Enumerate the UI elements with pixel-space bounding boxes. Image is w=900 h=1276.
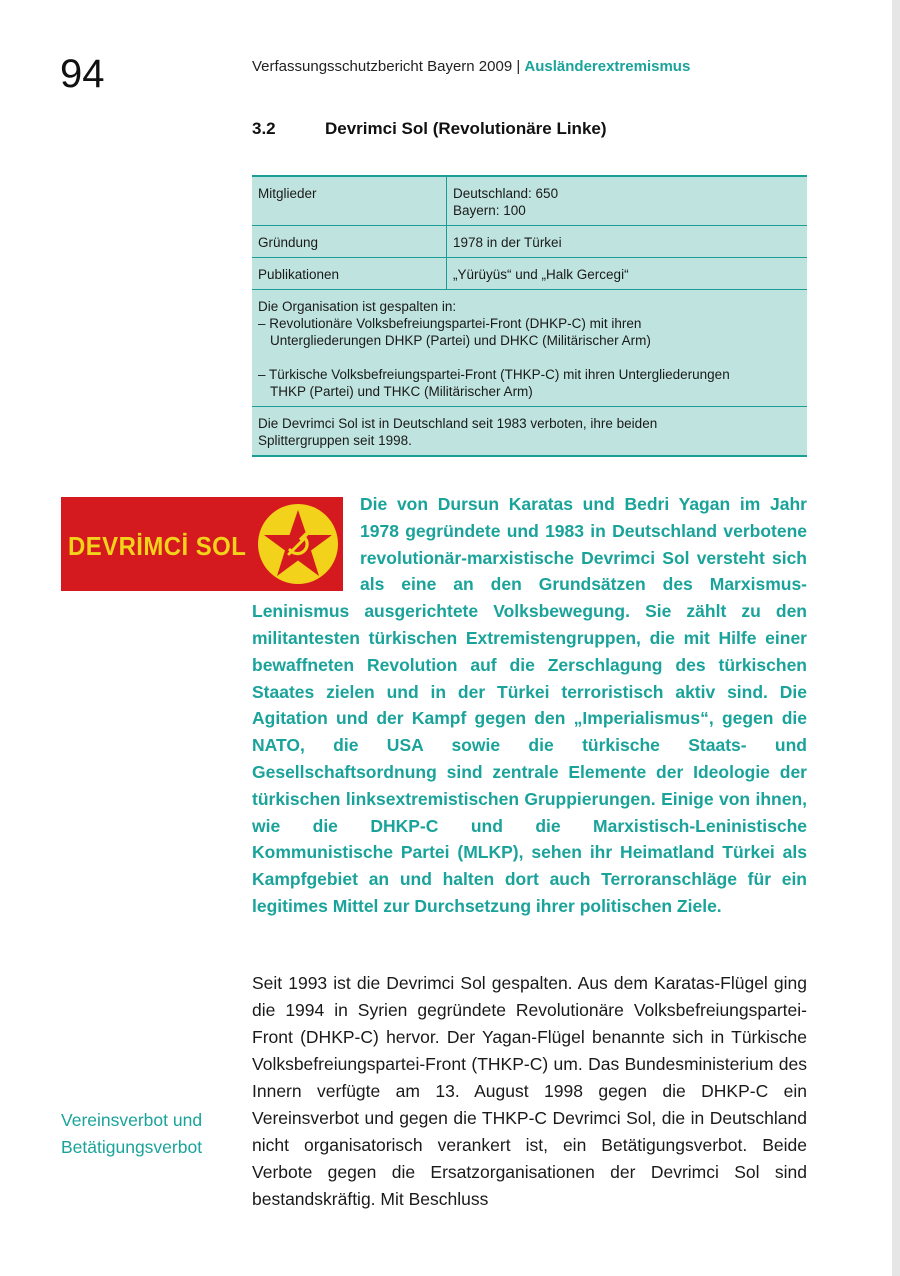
table-row-founding	[252, 226, 807, 258]
lead-paragraph	[252, 491, 807, 920]
split-item2-line1: – Türkische Volksbefreiungspartei-Front (THKP-C) mit ihren Untergliederungen	[258, 367, 730, 382]
body-paragraph: Seit 1993 ist die Devrimci Sol gespalten. Aus dem Karatas-Flügel ging die 1994 in Syrien gegründete Revolutionäre Volksbefreiungspartei-Front (DHKP-C) hervor. Der Yagan-Flügel benannte sich in Türkische Volksbefreiungspartei-Front (THKP-C) um. Das Bundesministerium des Innern verfügte am 13. August 1998 gegen die DHKP-C ein Vereinsverbot und gegen die THKP-C Devrimci Sol, die in Deutschland nicht organisatorisch verankert ist, ein Betätigungsverbot. Beide Verbote gegen die Ersatzorganisationen der Devrimci Sol sind bestandskräftig. Mit Beschluss	[252, 973, 807, 1209]
members-bavaria: Bayern: 100	[453, 203, 526, 218]
margin-note-line1: Vereinsverbot und	[61, 1110, 203, 1130]
publications-label: Publikationen	[252, 258, 447, 290]
section-name: Ausländerextremismus	[524, 58, 691, 75]
margin-note	[61, 1107, 246, 1161]
table-row-members	[252, 176, 807, 226]
organization-info-table	[252, 175, 807, 457]
section-heading	[252, 118, 607, 140]
header-separator: |	[512, 58, 525, 75]
table-row-split	[252, 290, 807, 407]
margin-note-line2: Betätigungsverbot	[61, 1137, 203, 1157]
members-label: Mitglieder	[252, 176, 447, 226]
split-item1-line1: – Revolutionäre Volksbefreiungspartei-Front (DHKP-C) mit ihren	[258, 316, 642, 331]
ban-line1: Die Devrimci Sol ist in Deutschland seit 1983 verboten, ihre beiden	[258, 416, 658, 431]
section-title: Devrimci Sol (Revolutionäre Linke)	[325, 119, 607, 138]
split-spacer	[258, 349, 801, 366]
members-value	[447, 176, 808, 226]
table-row-publications	[252, 258, 807, 290]
running-header	[252, 57, 690, 77]
table-row-ban	[252, 407, 807, 457]
ban-line2: Splittergruppen seit 1998.	[258, 433, 412, 448]
split-intro: Die Organisation ist gespalten in:	[258, 299, 457, 314]
split-item2-line2: THKP (Partei) und THKC (Militärischer Arm)	[270, 384, 533, 399]
members-germany: Deutschland: 650	[453, 186, 559, 201]
founding-value: 1978 in der Türkei	[447, 226, 808, 258]
ban-cell	[252, 407, 807, 457]
report-title: Verfassungsschutzbericht Bayern 2009	[252, 58, 513, 75]
logo-wrap-space	[252, 491, 360, 598]
page-edge-bar	[892, 0, 900, 1276]
split-item1-line2: Untergliederungen DHKP (Partei) und DHKC (Militärischer Arm)	[270, 333, 651, 348]
lead-paragraph-text: Die von Dursun Karatas und Bedri Yagan im Jahr 1978 gegründete und 1983 in Deutschland verbotene revolutionär-marxistische Devrimci Sol versteht sich als eine an den Grundsätzen des Marxismus-Leninismus ausgerichtete Volksbewegung. Sie zählt zu den militantesten türkischen Extremistengruppen, die mit Hilfe einer bewaffneten Revolution auf die Zerschlagung des türkischen Staates zielen und in der Türkei terroristisch aktiv sind. Die Agitation und der Kampf gegen den „Imperialismus“, gegen die NATO, die USA sowie die türkische Staats- und Gesellschaftsordnung sind zentrale Elemente der Ideologie der türkischen linksextremistischen Gruppierungen. Einige von ihnen, wie die DHKP-C und die Marxistisch-Leninistische Kommunistische Partei (MLKP), sehen ihr Heimatland Türkei als Kampfgebiet an und halten dort auch Terroranschläge für ein legitimes Mittel zur Durchsetzung ihrer politischen Ziele.	[252, 494, 807, 916]
publications-value: „Yürüyüs“ und „Halk Gercegi“	[447, 258, 808, 290]
logo-text: DEVRİMCİ SOL	[68, 531, 247, 561]
founding-label: Gründung	[252, 226, 447, 258]
page-number: 94	[60, 52, 105, 96]
section-number: 3.2	[252, 119, 276, 138]
split-cell	[252, 290, 807, 407]
